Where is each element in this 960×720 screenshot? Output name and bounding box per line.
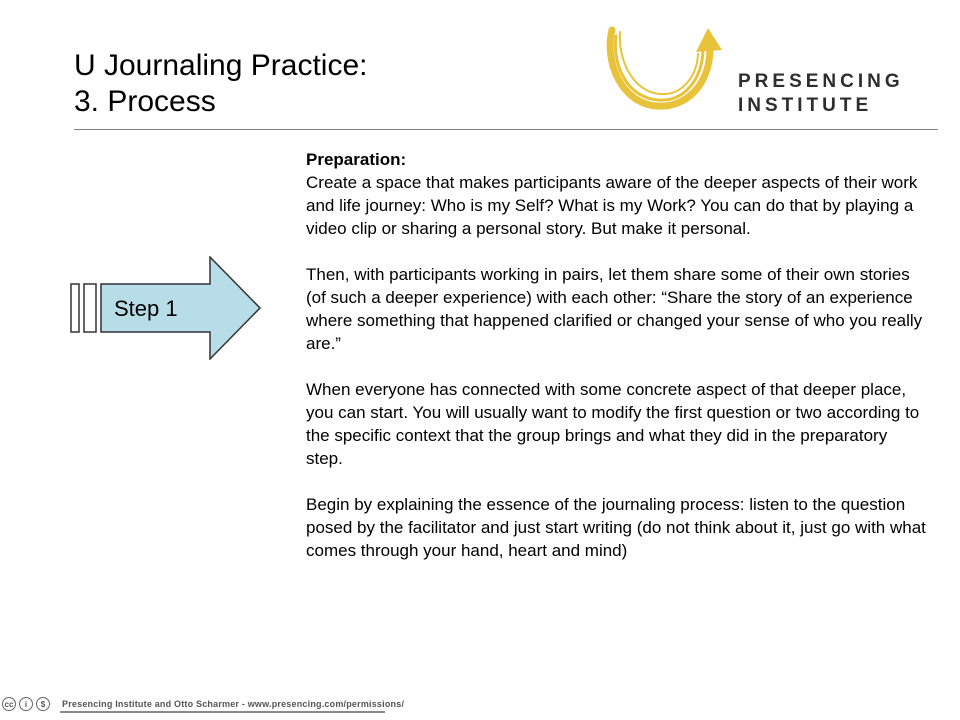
paragraph-1: Create a space that makes participants aware of the deeper aspects of their work and life journey: Who is my Self? What is my Work? You can do that by playing a video clip or sharing a personal story. But make it personal. <box>306 173 918 238</box>
footer <box>0 693 960 720</box>
nc-icon: $ <box>36 697 50 711</box>
logo-line-2: INSTITUTE <box>738 95 873 116</box>
by-icon: i <box>19 697 33 711</box>
paragraph-2: Then, with participants working in pairs, let them share some of their own stories (of such a deeper experience) with each other: “Share the story of an experience where something that happened clarified or changed your sense of who you really are.” <box>306 265 923 353</box>
paragraph-preparation <box>306 148 926 240</box>
preparation-heading: Preparation: <box>306 150 407 169</box>
paragraph-3: When everyone has connected with some concrete aspect of that deeper place, you can start. You will usually want to modify the first question or two according to the specific context that the group brings and what they did in the preparatory step. <box>306 380 920 468</box>
presencing-institute-logo <box>602 22 922 122</box>
footer-credit: Presencing Institute and Otto Scharmer - www.presencing.com/permissions/ <box>62 699 405 709</box>
step-label: Step 1 <box>114 296 178 321</box>
page-title-line-2: 3. Process <box>74 85 216 118</box>
paragraph-4: Begin by explaining the essence of the journaling process: listen to the question posed by the facilitator and just start writing (do not think about it, just go with what comes through your hand, heart and mind) <box>306 495 926 560</box>
logo-wordmark <box>738 70 904 118</box>
page-title-line-1: U Journaling Practice: <box>74 49 368 82</box>
u-arrow-logo-icon <box>602 22 732 114</box>
title-divider <box>74 129 938 130</box>
footer-underline <box>60 711 385 713</box>
cc-icon: cc <box>2 697 16 711</box>
license-icons <box>2 697 50 711</box>
page-title <box>74 48 367 120</box>
instructions-text <box>306 148 926 585</box>
logo-line-1: PRESENCING <box>738 71 904 92</box>
step-arrow <box>70 256 262 360</box>
